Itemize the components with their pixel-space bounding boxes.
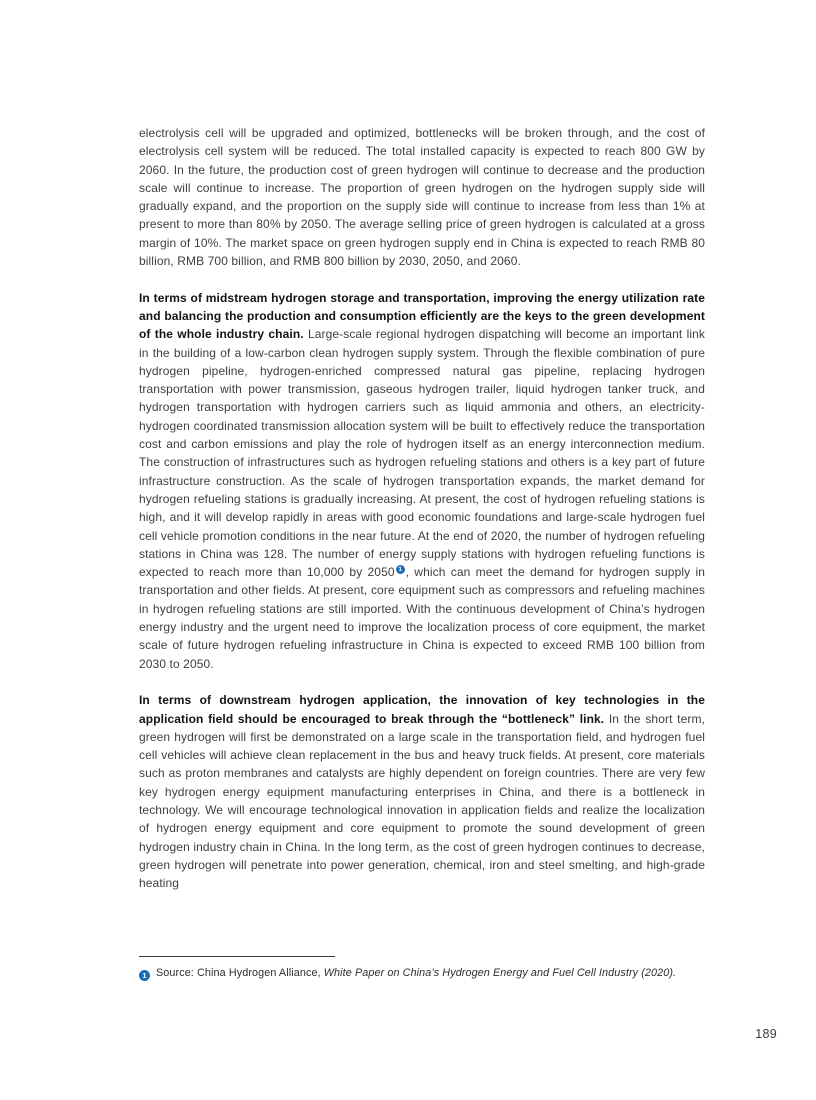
page-body-text bbox=[139, 124, 705, 892]
paragraph-downstream bbox=[139, 691, 705, 892]
footnote-work-title: White Paper on China’s Hydrogen Energy and Fuel Cell Industry (2020). bbox=[323, 967, 677, 979]
footnote-source-label: Source: China Hydrogen Alliance, bbox=[156, 967, 321, 979]
footnote-divider-rule bbox=[139, 956, 335, 957]
page-number: 189 bbox=[755, 1027, 777, 1041]
paragraph-text: , which can meet the demand for hydrogen supply in transportation and other fields. At present, core equipment such as compressors and refueling machines in hydrogen refueling stations are still imported. With the continuous development of China’s hydrogen energy industry and the urgent need to improve the localization process of core equipment, the market scale of future hydrogen refueling infrastructure in China is expected to exceed RMB 100 billion from 2030 to 2050. bbox=[139, 565, 705, 671]
footnote-number-badge: 1 bbox=[139, 970, 150, 981]
footnote-reference-badge: 1 bbox=[396, 565, 405, 574]
paragraph-text: electrolysis cell will be upgraded and optimized, bottlenecks will be broken through, and the cost of electrolysis cell system will be reduced. The total installed capacity is expected to reach 800 GW by 2060. In the future, the production cost of green hydrogen will continue to decrease and the production scale will continue to increase. The proportion of green hydrogen on the hydrogen supply side will gradually expand, and the proportion on the supply side will continue to increase from less than 1% at present to more than 80% by 2050. The average selling price of green hydrogen is calculated at a gross margin of 10%. The market space on green hydrogen supply end in China is expected to reach RMB 80 billion, RMB 700 billion, and RMB 800 billion by 2030, 2050, and 2060. bbox=[139, 126, 705, 269]
paragraph-text: Large-scale regional hydrogen dispatching will become an important link in the building of a low-carbon clean hydrogen supply system. Through the flexible combination of pure hydrogen pipeline, hydrogen-enriched compressed natural gas pipeline, replacing hydrogen transportation with power transmission, gaseous hydrogen trailer, liquid hydrogen tanker truck, and hydrogen transportation with hydrogen carriers such as liquid ammonia and others, an electricity-hydrogen coordinated transmission allocation system will be built to effectively reduce the transportation cost and carbon emissions and play the role of hydrogen itself as an energy interconnection medium. The construction of infrastructures such as hydrogen refueling stations and others is a key part of future infrastructure construction. As the scale of hydrogen transportation expands, the market demand for hydrogen refueling stations is gradually increasing. At present, the cost of hydrogen refueling stations is high, and it will develop rapidly in areas with good economic foundations and large-scale hydrogen fuel cell vehicle promotion conditions in the near future. At the end of 2020, the number of hydrogen refueling stations in China was 128. The number of energy supply stations with hydrogen refueling functions is expected to reach more than 10,000 by 2050 bbox=[139, 327, 705, 580]
footnote bbox=[139, 966, 705, 981]
paragraph-lead-bold: In terms of downstream hydrogen application, the innovation of key technologies in the application field should be encouraged to break through the “bottleneck” link. bbox=[139, 693, 705, 726]
paragraph-electrolysis bbox=[139, 124, 705, 270]
paragraph-midstream bbox=[139, 289, 705, 673]
footnote-section bbox=[139, 956, 705, 981]
paragraph-lead-bold: In terms of midstream hydrogen storage and transportation, improving the energy utilization rate and balancing the production and consumption efficiently are the keys to the green development of the whole industry chain. bbox=[139, 290, 705, 342]
paragraph-text: In the short term, green hydrogen will first be demonstrated on a large scale in the transportation field, and hydrogen fuel cell vehicles will achieve clean replacement in the bus and heavy truck fields. At present, core materials such as proton membranes and catalysts are highly dependent on foreign countries. There are very few key hydrogen energy equipment manufacturing enterprises in China, and there is a bottleneck in technology. We will encourage technological innovation in application fields and realize the localization of hydrogen energy equipment and core equipment to promote the sound development of green hydrogen industry chain in China. In the long term, as the cost of green hydrogen continues to decrease, green hydrogen will penetrate into power generation, chemical, iron and steel smelting, and high-grade heating bbox=[139, 711, 705, 891]
